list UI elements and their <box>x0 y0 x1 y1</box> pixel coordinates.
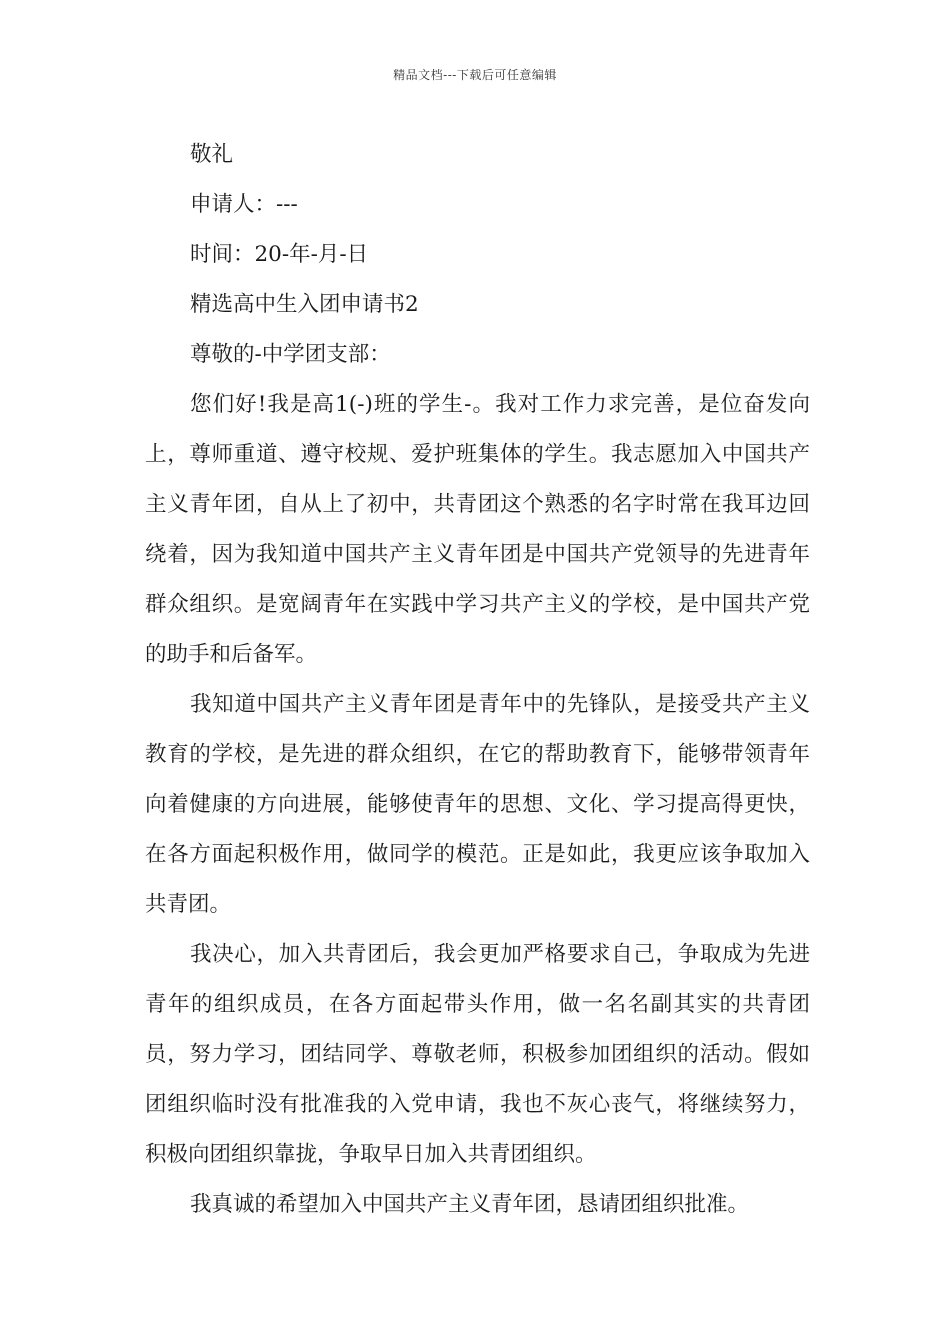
page-header: 精品文档---下载后可任意编辑 <box>393 68 557 82</box>
date-line: 时间：20-年-月-日 <box>190 242 369 267</box>
letter-salutation: 尊敬的-中学团支部： <box>190 342 391 367</box>
body-paragraph: 您们好!我是高1(-)班的学生-。我对工作力求完善，是位奋发向上，尊师重道、遵守校规、爱护班集体的学生。我志愿加入中国共产主义青年团，自从上了初中，共青团这个熟悉的名字时常在我耳边回绕着，因为我知道中国共产主义青年团是中国共产党领导的先进青年群众组织。是宽阔青年在实践中学习共产主义的学校，是中国共产党的助手和后备军。 <box>145 392 810 667</box>
body-paragraph: 我真诚的希望加入中国共产主义青年团，恳请团组织批准。 <box>190 1192 750 1217</box>
body-paragraph: 我知道中国共产主义青年团是青年中的先锋队，是接受共产主义教育的学校，是先进的群众组织，在它的帮助教育下，能够带领青年向着健康的方向进展，能够使青年的思想、文化、学习提高得更快，在各方面起积极作用，做同学的模范。正是如此，我更应该争取加入共青团。 <box>145 692 810 917</box>
applicant-line: 申请人：--- <box>190 192 298 217</box>
letter-body <box>145 130 810 1230</box>
letter-closing: 敬礼 <box>190 142 234 167</box>
letter-title: 精选高中生入团申请书2 <box>190 292 419 317</box>
body-paragraph: 我决心，加入共青团后，我会更加严格要求自己，争取成为先进青年的组织成员，在各方面起带头作用，做一名名副其实的共青团员，努力学习，团结同学、尊敬老师，积极参加团组织的活动。假如团组织临时没有批准我的入党申请，我也不灰心丧气，将继续努力，积极向团组织靠拢，争取早日加入共青团组织。 <box>145 942 810 1167</box>
